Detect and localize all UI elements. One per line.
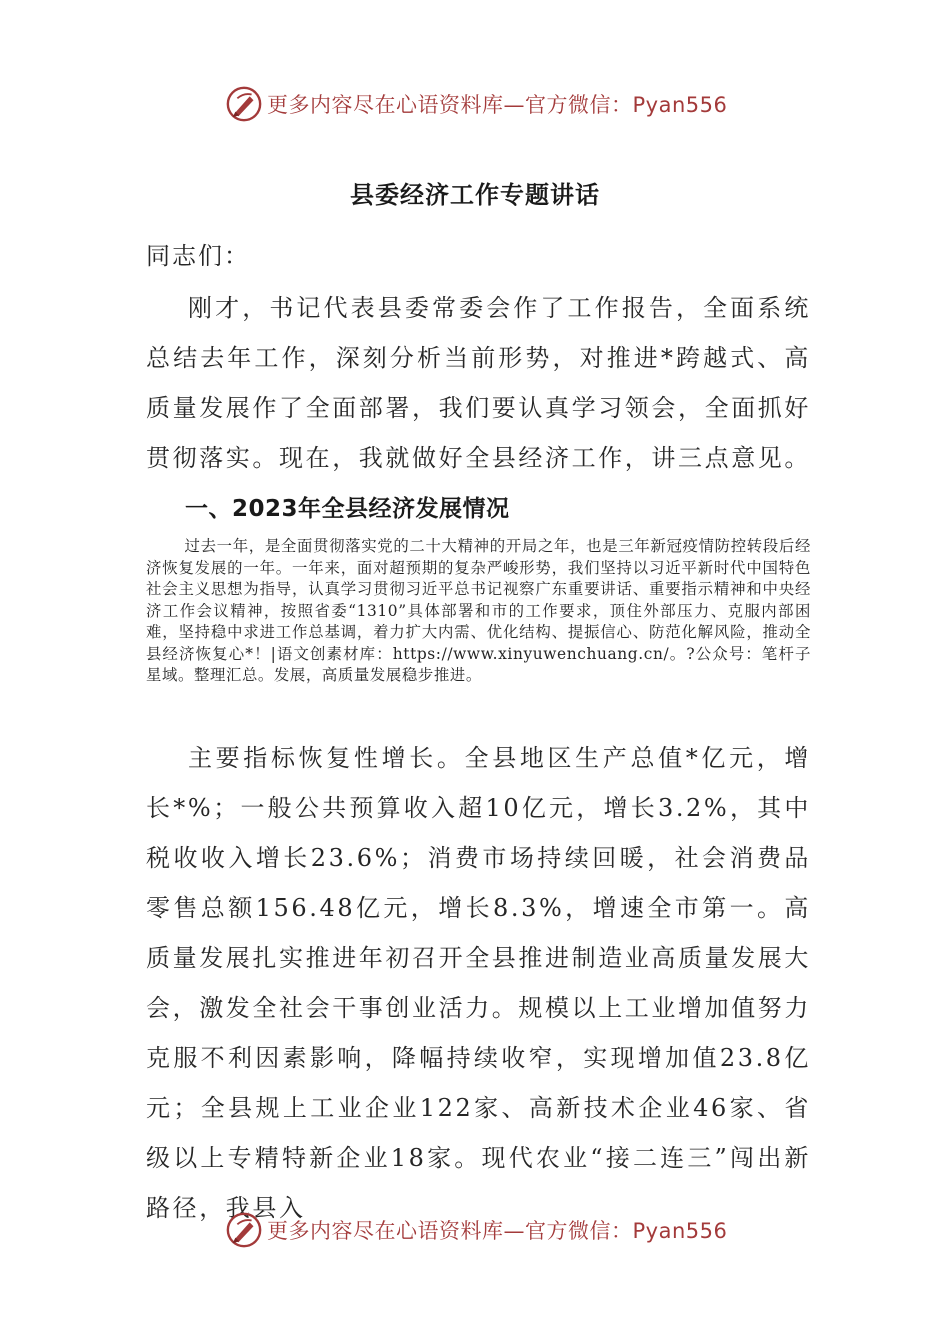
section-1-overview-paragraph: 过去一年，是全面贯彻落实党的二十大精神的开局之年，也是三年新冠疫情防控转段后经济恢复发展的一年。一年来，面对超预期的复杂严峻形势，我们坚持以习近平新时代中国特色社会主义思想为指导，认真学习贯彻习近平总书记视察广东重要讲话、重要指示精神和中央经济工作会议精神，按照省委“1310”具体部署和市的工作要求，顶住外部压力、克服内部困难，坚持稳中求进工作总基调，着力扩大内需、优化结构、提振信心、防范化解风险，推动全县经济恢复心*！|语文创素材库：https://www.xinyuwenchuang.cn/。?公众号：笔杆子星域。整理汇总。发展，高质量发展稳步推进。 (146, 537, 811, 684)
footer-banner (225, 1210, 745, 1250)
salutation: 同志们： (146, 242, 250, 270)
intro-paragraph: 刚才，书记代表县委常委会作了工作报告，全面系统总结去年工作，深刻分析当前形势，对推进*跨越式、高质量发展作了全面部署，我们要认真学习领会，全面抓好贯彻落实。现在，我就做好全县经济工作，讲三点意见。 (146, 294, 811, 472)
section-1-heading: 一、2023年全县经济发展情况 (185, 496, 510, 522)
pen-logo-icon (225, 85, 263, 123)
footer-banner-text: 更多内容尽在心语资料库—官方微信：Pyan556 (267, 1219, 728, 1243)
document-title: 县委经济工作专题讲话 (350, 181, 600, 209)
pen-logo-icon (225, 1211, 263, 1249)
header-banner (225, 84, 745, 124)
section-1-indicators-paragraph: 主要指标恢复性增长。全县地区生产总值*亿元，增长*%；一般公共预算收入超10亿元，增长3.2%，其中税收收入增长23.6%；消费市场持续回暖，社会消费品零售总额156.48亿元，增长8.3%，增速全市第一。高质量发展扎实推进年初召开全县推进制造业高质量发展大会，激发全社会干事创业活力。规模以上工业增加值努力克服不利因素影响，降幅持续收窄，实现增加值23.8亿元；全县规上工业企业122家、高新技术企业46家、省级以上专精特新企业18家。现代农业“接二连三”闯出新路径，我县入 (146, 744, 811, 1222)
header-banner-text: 更多内容尽在心语资料库—官方微信：Pyan556 (267, 93, 728, 117)
